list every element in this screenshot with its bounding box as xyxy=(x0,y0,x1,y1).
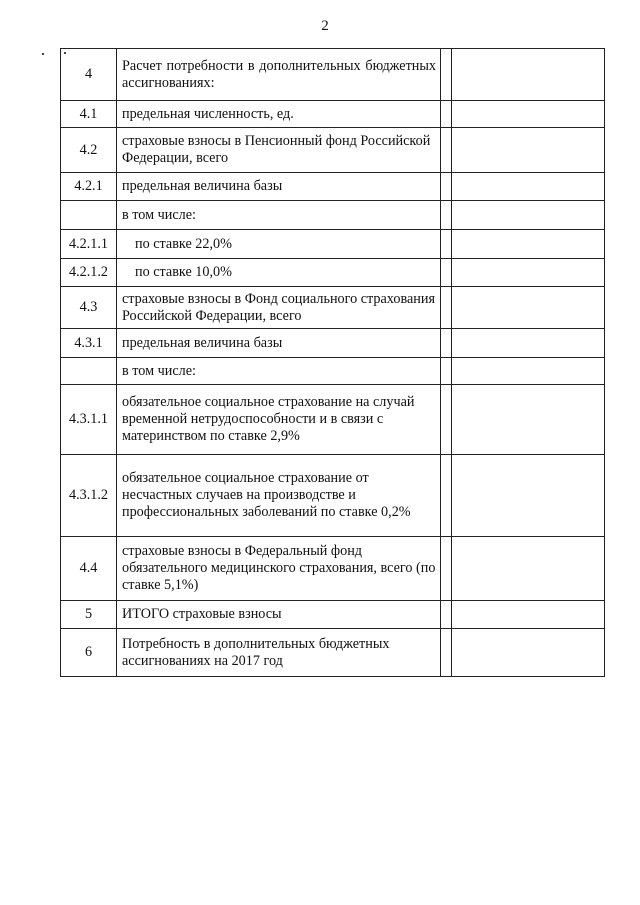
row-number-cell: 5 xyxy=(61,601,117,629)
budget-table xyxy=(60,48,605,677)
value-cell xyxy=(452,537,605,601)
value-cell xyxy=(452,101,605,128)
row-number-cell: 4 xyxy=(61,49,117,101)
table-row xyxy=(61,101,605,128)
row-number-cell: 4.3.1.2 xyxy=(61,455,117,537)
row-number-cell: 4.4 xyxy=(61,537,117,601)
table-row xyxy=(61,230,605,259)
table-row xyxy=(61,259,605,287)
row-description-cell: предельная численность, ед. xyxy=(117,101,441,128)
value-cell xyxy=(452,385,605,455)
row-number-cell: 4.3.1 xyxy=(61,329,117,358)
row-number-cell: 4.2.1 xyxy=(61,173,117,201)
row-number-cell: 6 xyxy=(61,629,117,677)
table-row xyxy=(61,358,605,385)
table-body xyxy=(61,49,605,677)
scan-speck xyxy=(42,53,44,55)
value-cell-narrow xyxy=(441,537,452,601)
row-description-cell: страховые взносы в Федеральный фонд обязательного медицинского страхования, всего (по ставке 5,1%) xyxy=(117,537,441,601)
value-cell xyxy=(452,287,605,329)
table-row xyxy=(61,455,605,537)
row-description-cell: предельная величина базы xyxy=(117,329,441,358)
row-description-cell: по ставке 22,0% xyxy=(117,230,441,259)
value-cell xyxy=(452,259,605,287)
table-row xyxy=(61,385,605,455)
row-description-cell: предельная величина базы xyxy=(117,173,441,201)
row-description-cell: в том числе: xyxy=(117,358,441,385)
row-description-cell: обязательное социальное страхование от несчастных случаев на производстве и профессиональных заболеваний по ставке 0,2% xyxy=(117,455,441,537)
table-row xyxy=(61,537,605,601)
table-row xyxy=(61,173,605,201)
value-cell xyxy=(452,201,605,230)
value-cell-narrow xyxy=(441,101,452,128)
value-cell xyxy=(452,329,605,358)
page-number: 2 xyxy=(321,18,329,34)
table-row xyxy=(61,201,605,230)
value-cell-narrow xyxy=(441,601,452,629)
value-cell-narrow xyxy=(441,259,452,287)
value-cell-narrow xyxy=(441,287,452,329)
value-cell xyxy=(452,49,605,101)
value-cell xyxy=(452,358,605,385)
value-cell xyxy=(452,128,605,173)
row-description-cell: страховые взносы в Пенсионный фонд Российской Федерации, всего xyxy=(117,128,441,173)
table-row xyxy=(61,629,605,677)
row-number-cell: 4.2.1.1 xyxy=(61,230,117,259)
value-cell xyxy=(452,173,605,201)
value-cell xyxy=(452,601,605,629)
row-number-cell: 4.3.1.1 xyxy=(61,385,117,455)
value-cell-narrow xyxy=(441,201,452,230)
row-number-cell: 4.3 xyxy=(61,287,117,329)
row-description-cell: страховые взносы в Фонд социального страхования Российской Федерации, всего xyxy=(117,287,441,329)
value-cell-narrow xyxy=(441,385,452,455)
row-number-cell xyxy=(61,358,117,385)
value-cell-narrow xyxy=(441,128,452,173)
value-cell-narrow xyxy=(441,329,452,358)
row-number-cell: 4.1 xyxy=(61,101,117,128)
row-description-cell: обязательное социальное страхование на случай временной нетрудоспособности и в связи с материнством по ставке 2,9% xyxy=(117,385,441,455)
row-description-cell: ИТОГО страховые взносы xyxy=(117,601,441,629)
table-row xyxy=(61,128,605,173)
table-row xyxy=(61,49,605,101)
row-description-cell: по ставке 10,0% xyxy=(117,259,441,287)
value-cell xyxy=(452,230,605,259)
row-number-cell xyxy=(61,201,117,230)
value-cell-narrow xyxy=(441,629,452,677)
table-row xyxy=(61,601,605,629)
row-description-cell: Потребность в дополнительных бюджетных ассигнованиях на 2017 год xyxy=(117,629,441,677)
value-cell-narrow xyxy=(441,173,452,201)
value-cell xyxy=(452,455,605,537)
row-description-cell: в том числе: xyxy=(117,201,441,230)
row-number-cell: 4.2.1.2 xyxy=(61,259,117,287)
value-cell-narrow xyxy=(441,230,452,259)
value-cell-narrow xyxy=(441,455,452,537)
value-cell xyxy=(452,629,605,677)
table-row xyxy=(61,329,605,358)
table-row xyxy=(61,287,605,329)
row-number-cell: 4.2 xyxy=(61,128,117,173)
value-cell-narrow xyxy=(441,49,452,101)
value-cell-narrow xyxy=(441,358,452,385)
row-description-cell: Расчет потребности в дополнительных бюджетных ассигнованиях: xyxy=(117,49,441,101)
